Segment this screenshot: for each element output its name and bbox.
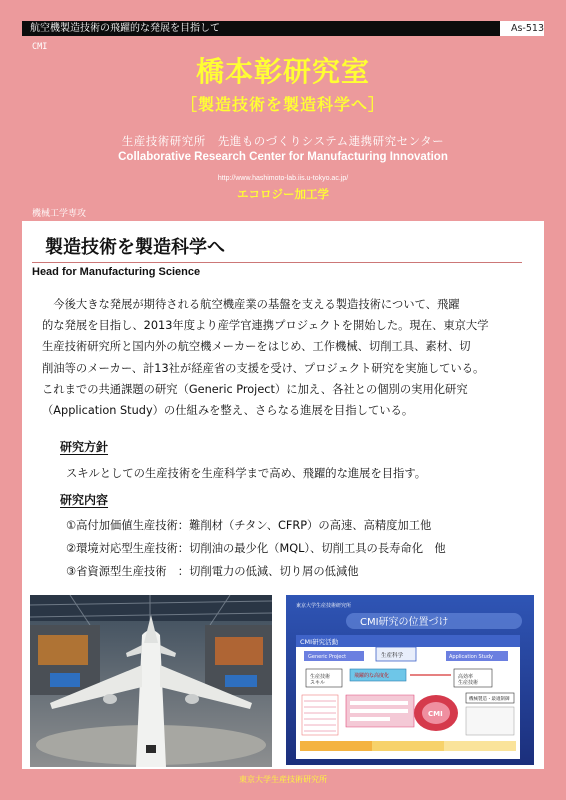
department: 機械工学専攻 [32,209,87,219]
research-item: ②環境対応型生産技術：切削油の最少化（MQL）、切削工具の長寿命化 他 [66,542,446,555]
cmi-label: CMI [32,42,48,52]
institute-name: 生産技術研究所 先進ものづくりシステム連携研究センター [121,134,445,148]
diagram-title: CMI研究の位置づけ [360,617,449,628]
paragraph-line: これまでの共通課題の研究（Generic Project）に加え、各社との個別の実用化研究 [42,382,468,396]
policy-heading: 研究方針 [60,440,109,454]
cmi-diagram-art [286,595,534,765]
footer-institute: 東京大学生産技術研究所 [239,775,327,784]
factory-photo [30,595,272,767]
content-panel [22,221,544,769]
factory-photo-art [30,595,272,767]
lab-url[interactable]: http://www.hashimoto-lab.iis.u-tokyo.ac.jp/ [217,175,349,182]
research-tag: エコロジー加工学 [237,187,329,201]
diagram-cmi: CMI [428,710,443,718]
diagram-generic: Generic Project [308,654,347,660]
diagram-application: Application Study [449,654,493,660]
research-item: ③省資源型生産技術 ：切削電力の低減、切り屑の低減他 [66,565,359,578]
banner-text: 航空機製造技術の飛躍的な発展を目指して [22,21,500,36]
paragraph-line: 削油等のメーカー、計13社が経産省の支援を受け、プロジェクト研究を実施している。 [42,361,485,375]
diagram-skill: 生産技術スキル [310,674,331,686]
paragraph-line: 生産技術研究所と国内外の航空機メーカーをはじめ、工作機械、切削工具、素材、切 [42,340,471,354]
paragraph-line: 今後大きな発展が期待される航空機産業の基盤を支える製造技術について、飛躍 [42,298,460,311]
policy-text: スキルとしての生産技術を生産科学まで高め、飛躍的な進展を目指す。 [66,467,427,480]
poster-code: As-513 [500,21,544,36]
diagram-activity: CMI研究活動 [300,638,339,646]
diagram-header: 東京大学生産技術研究所 [296,603,352,609]
main-heading: 製造技術を製造科学へ [45,237,225,258]
research-item: ①高付加価値生産技術：難削材（チタン、CFRP）の高速、高精度加工他 [66,519,432,532]
top-banner [22,21,544,36]
main-heading-en: Head for Manufacturing Science [32,266,201,278]
lab-subtitle: ［製造技術を製造科学へ］ [180,95,385,114]
diagram-science: 生産科学 [381,653,404,659]
heading-divider [32,262,522,263]
paragraph-line: 的な発展を目指し、2013年度より産学官連携プロジェクトを開始した。現在、東京大学 [42,319,489,333]
center-name-en: Collaborative Research Center for Manufacturing Innovation [118,151,448,163]
diagram-upgrade: 飛躍的な高度化 [354,673,390,679]
diagram-fab: 機械製造・最適制御 [469,697,510,702]
intro-paragraph [42,294,516,421]
content-heading: 研究内容 [60,493,109,507]
diagram-efficient: 高効率生産技術 [458,674,479,686]
lab-title: 橋本彰研究室 [195,55,370,88]
paragraph-line: （Application Study）の仕組みを整え、さらなる進展を目指している。 [42,404,414,418]
cmi-diagram [286,595,534,765]
